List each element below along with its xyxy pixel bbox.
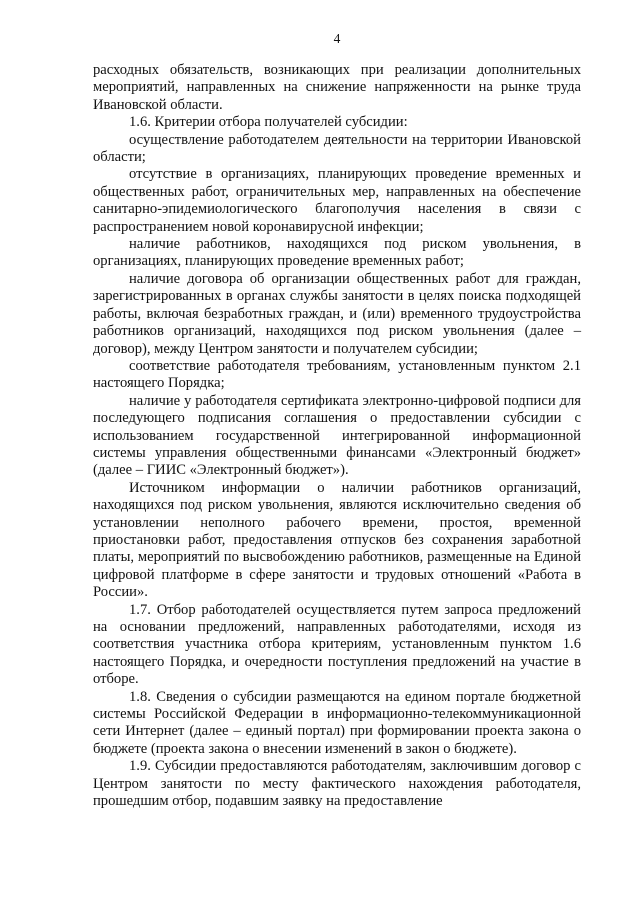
page-number: 4 (333, 31, 341, 46)
paragraph-1-8: 1.8. Сведения о субсидии размещаются на едином портале бюджетной системы Российской Федерации в информационно-телекоммуникационной сети Интернет (далее – единый портал) при формировании проекта закона о бюджете (проекта закона о внесении изменений в закон о бюджете). (93, 688, 581, 757)
criterion-digital-signature: наличие у работодателя сертификата электронно-цифровой подписи для последующего подписания соглашения о предоставлении субсидии с использованием государственной интегрированной информационной системы управления общественными финансами «Электронный бюджет» (далее – ГИИС «Электронный бюджет»). (93, 392, 581, 479)
paragraph-1-7: 1.7. Отбор работодателей осуществляется путем запроса предложений на основании предложений, направленных работодателями, исходя из соответствия участника отбора критериям, установленным пунктом 1.6 настоящего Порядка, и очередности поступления предложений на участие в отборе. (93, 601, 581, 688)
paragraph-continuation: расходных обязательств, возникающих при реализации дополнительных мероприятий, направленных на снижение напряженности на рынке труда Ивановской области. (93, 62, 581, 113)
criterion-workers-at-risk: наличие работников, находящихся под риском увольнения, в организациях, планирующих проведение временных работ; (93, 236, 581, 270)
criterion-requirements-2-1: соответствие работодателя требованиям, установленным пунктом 2.1 настоящего Порядка; (93, 357, 581, 392)
paragraph-1-6-heading: 1.6. Критерии отбора получателей субсидии: (129, 114, 408, 131)
criterion-activity-territory: осуществление работодателем деятельности на территории Ивановской области; (93, 131, 581, 166)
criterion-public-works-contract: наличие договора об организации общественных работ для граждан, зарегистрированных в органах службы занятости в целях поиска подходящей работы, включая безработных граждан, и (или) временного трудоустройства работников организаций, находящихся под риском увольнения (далее – договор), между Центром занятости и получателем субсидии; (93, 270, 581, 357)
paragraph-information-source: Источником информации о наличии работников организаций, находящихся под риском увольнения, являются исключительно сведения об установлении неполного рабочего времени, простоя, временной приостановки работ, предоставления отпусков без сохранения заработной платы, мероприятий по высвобождению работников, размещенные на Единой цифровой платформе в сфере занятости и трудовых отношений «Работа в России». (93, 479, 581, 601)
document-page (93, 30, 581, 810)
document-body (93, 62, 581, 810)
paragraph-1-9: 1.9. Субсидии предоставляются работодателям, заключившим договор с Центром занятости по месту фактического нахождения работодателя, прошедшим отбор, подавшим заявку на предоставление (93, 758, 581, 810)
criterion-no-restrictions: отсутствие в организациях, планирующих проведение временных и общественных работ, ограничительных мер, направленных на обеспечение санитарно-эпидемиологического благополучия населения в связи с распространением новой коронавирусной инфекции; (93, 166, 581, 235)
